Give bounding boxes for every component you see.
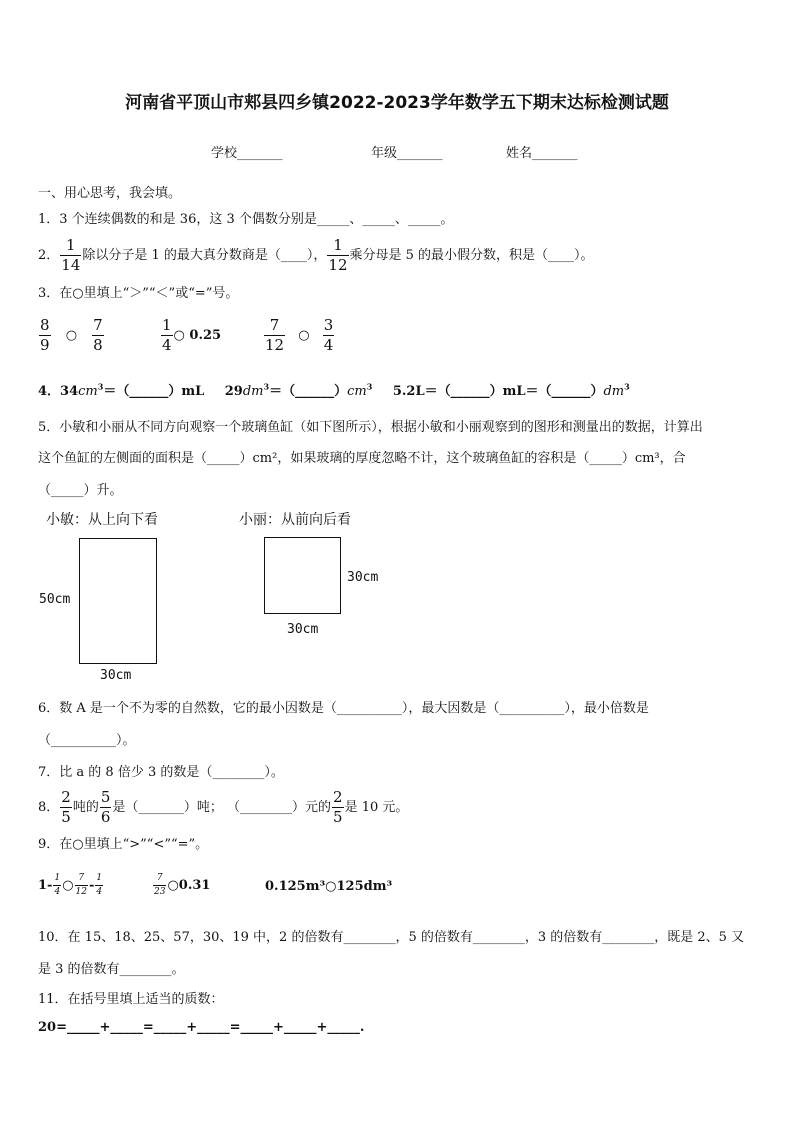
question-5-line-2: 这个鱼缸的左侧面的面积是（_____）cm²，如果玻璃的厚度忽略不计，这个玻璃鱼缸的容积是（_____）cm³，合 (38, 451, 686, 466)
front-view-width-label: 30cm (287, 622, 319, 637)
compare-circle[interactable]: ○ (65, 328, 78, 343)
q11-equation: 20=_____+_____=_____+_____=_____+_____+_____. (38, 1020, 365, 1035)
school-field[interactable]: 学校_______ (211, 146, 283, 161)
question-2 (38, 238, 594, 273)
q2-text-tail: 乘分母是 5 的最小假分数，积是（____）。 (349, 248, 594, 263)
question-1: 1．3 个连续偶数的和是 36，这 3 个偶数分别是_____、_____、_____。 (38, 212, 454, 227)
question-8: 8． $\frac{2}{5}$ 吨的 $\frac{5}{6}$ 是（_______）吨； （________）元的 $\frac{2}{5}$ 是 10 元。 (38, 788, 409, 826)
fraction: $\frac{1}{12}$ (328, 236, 348, 274)
page-title: 河南省平顶山市郏县四乡镇2022-2023学年数学五下期末达标检测试题 (125, 93, 669, 113)
fig-label-front-view: 小丽：从前向后看 (239, 512, 351, 528)
question-11: 11．在括号里填上适当的质数： (38, 992, 224, 1007)
top-view-width-label: 30cm (100, 668, 132, 683)
q9-compare-b: $\frac{7}{23}$ ○0.31 (154, 873, 211, 897)
compare-circle[interactable]: ○ (298, 328, 310, 343)
q2-number: 2． (38, 248, 60, 263)
question-7: 7．比 a 的 8 倍少 3 的数是（________）。 (38, 765, 284, 780)
question-6-line-2: （__________）。 (38, 733, 136, 748)
q3-compare-a: $\frac{8}{9}$ ○ $\frac{7}{8}$ (40, 316, 103, 354)
question-10-line-1: 10．在 15、18、25、57，30、19 中，2 的倍数有________，5 的倍数有________，3 的倍数有________，既是 2、5 又 (38, 930, 745, 945)
front-view-square (264, 537, 341, 614)
top-view-height-label: 50cm (39, 592, 71, 607)
question-6-line-1: 6．数 A 是一个不为零的自然数，它的最小因数是（__________），最大因数是（__________），最小倍数是 (38, 701, 649, 716)
q3-compare-c: $\frac{7}{12}$ ○ $\frac{3}{4}$ (265, 316, 334, 354)
question-5-line-1: 5．小敏和小丽从不同方向观察一个玻璃鱼缸（如下图所示），根据小敏和小丽观察到的图形和测量出的数据，计算出 (38, 420, 703, 435)
name-field[interactable]: 姓名_______ (506, 146, 578, 161)
question-4: 4．$34cm^3=(\_\_\_\_\_\_)mL$ $29dm^3=(\_\_\_\_\_\_)cm^3$ $5.2L=(\_\_\_\_\_\_)mL=(\_\_\_\_\_\_)dm^3$ (38, 381, 630, 399)
question-5-line-3: （_____）升。 (38, 483, 123, 498)
fraction: $\frac{1}{14}$ (61, 236, 81, 274)
q9-compare-a: 1- $\frac{1}{4}$ ○ $\frac{7}{12}$ - $\frac{1}{4}$ (38, 873, 103, 897)
fig-label-top-view: 小敏：从上向下看 (46, 512, 158, 528)
question-3: 3．在○里填上“＞”“＜”或“=”号。 (38, 286, 239, 301)
question-10-line-2: 是 3 的倍数有________。 (38, 962, 185, 977)
q9-compare-c: 0.125m³○125dm³ (265, 879, 393, 894)
question-9: 9．在○里填上“>”“<”“=”。 (38, 837, 209, 852)
section-heading: 一、用心思考，我会填。 (38, 186, 182, 201)
q3-compare-b: $\frac{1}{4}$ ○ 0.25 (162, 316, 222, 354)
front-view-height-label: 30cm (347, 570, 379, 585)
grade-field[interactable]: 年级_______ (371, 146, 443, 161)
top-view-rectangle (79, 538, 157, 664)
q2-text: 除以分子是 1 的最大真分数商是（____）， (82, 248, 327, 263)
